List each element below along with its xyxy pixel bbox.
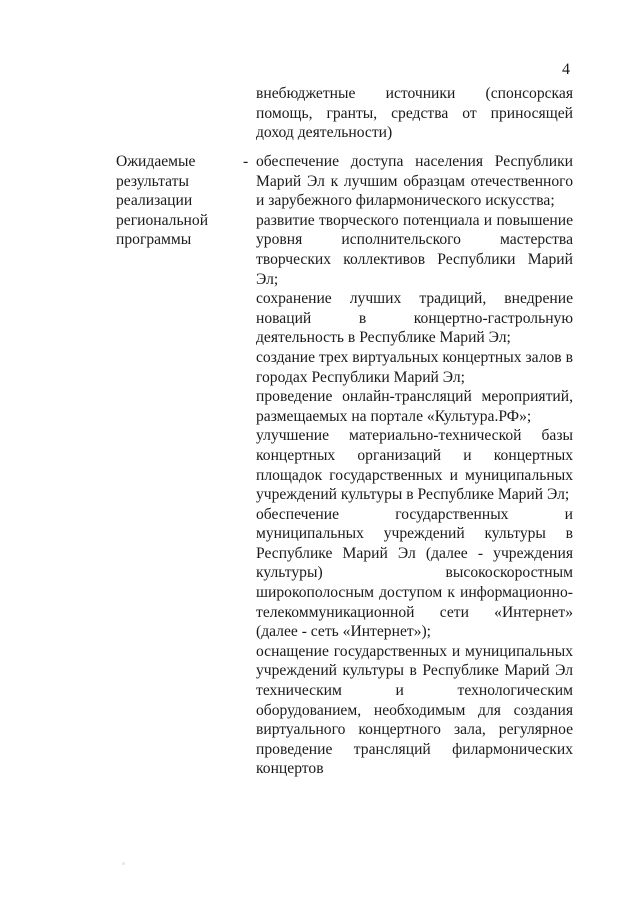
- results-list: [256, 152, 573, 779]
- page-number: 4: [562, 61, 570, 78]
- result-item: обеспечение доступа населения Республики Марий Эл к лучшим образцам отечественного и зарубежного филармонического искусства;: [256, 153, 573, 210]
- result-item: оснащение государственных и муниципальных учреждений культуры в Республике Марий Эл техническим и технологическим оборудованием, необходимым для создания виртуального концертного зала, регулярное проведение трансляций филармонических концертов: [256, 642, 573, 778]
- row-label-line: реализации: [116, 192, 193, 210]
- row-label-line: результаты: [116, 172, 189, 190]
- scan-artifact: [122, 862, 125, 865]
- row-label: [116, 152, 236, 250]
- result-item: сохранение лучших традиций, внедрение новаций в концертно-гастрольную деятельность в Республике Марий Эл;: [256, 290, 573, 347]
- result-item: развитие творческого потенциала и повышение уровня исполнительского мастерства творческих коллективов Республики Марий Эл;: [256, 211, 573, 288]
- row-label-line: региональной: [116, 211, 209, 229]
- dash-separator: -: [243, 153, 249, 170]
- row-label-line: Ожидаемые: [116, 153, 196, 170]
- continuation-text: внебюджетные источники (спонсорская помощь, гранты, средства от приносящей доход деятельности): [256, 85, 573, 142]
- result-item: создание трех виртуальных концертных залов в городах Республики Марий Эл;: [256, 348, 573, 386]
- result-item: обеспечение государственных и муниципальных учреждений культуры в Республике Марий Эл (далее - учреждения культуры) высокоскоростным широкополосным доступом к информационно-телекоммуникационной сети «Интернет» (далее - сеть «Интернет»);: [256, 505, 573, 641]
- row-label-line: программы: [116, 231, 192, 249]
- result-item: проведение онлайн-трансляций мероприятий, размещаемых на портале «Культура.РФ»;: [256, 388, 573, 425]
- result-item: улучшение материально-технической базы концертных организаций и концертных площадок государственных и муниципальных учреждений культуры в Республике Марий Эл;: [256, 427, 573, 504]
